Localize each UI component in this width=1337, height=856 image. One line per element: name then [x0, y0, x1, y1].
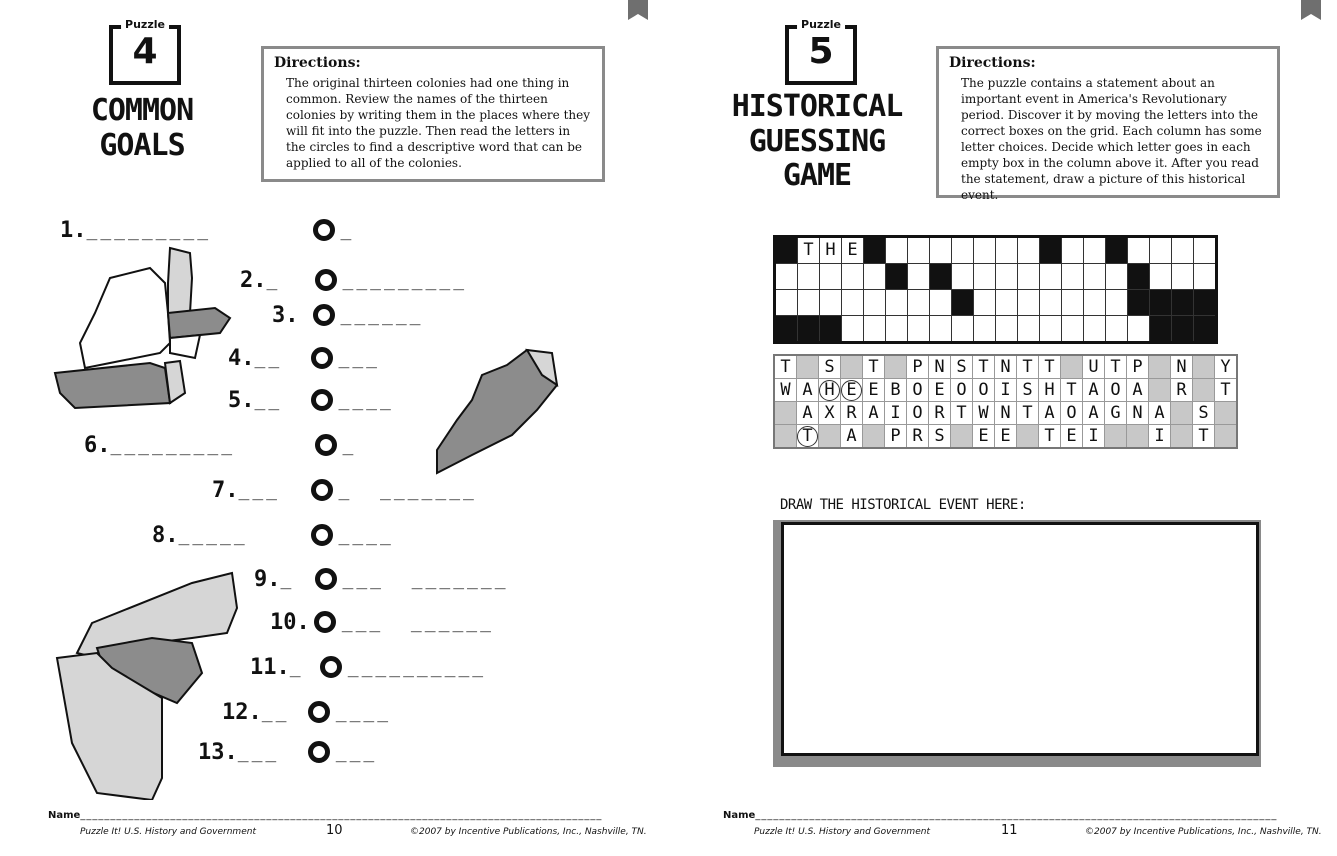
- answer-blanks[interactable]: ___: [238, 479, 281, 501]
- puzzle-row-7: [212, 475, 477, 505]
- name-field[interactable]: Name_______________________________________________________________________________________: [723, 810, 1278, 821]
- letter-choice-cell: B: [885, 379, 907, 402]
- puzzle-row-9: [254, 564, 509, 594]
- letter-choice-cell: O: [951, 379, 973, 402]
- grid-empty-cell[interactable]: [842, 290, 864, 316]
- letter-choice-cell: W: [774, 379, 797, 402]
- puzzle-row-13: [198, 737, 377, 767]
- row-number: 12.: [222, 699, 262, 725]
- letter-empty-cell: [1105, 425, 1127, 449]
- grid-empty-cell[interactable]: [842, 264, 864, 290]
- grid-empty-cell[interactable]: [1106, 290, 1128, 316]
- grid-empty-cell[interactable]: [1150, 264, 1172, 290]
- grid-blocked-cell: [798, 316, 820, 343]
- letter-choices-grid: [773, 354, 1238, 449]
- grid-letter-cell: E: [842, 237, 864, 264]
- letter-choice-cell: E: [841, 379, 863, 402]
- grid-blocked-cell: [1172, 316, 1194, 343]
- answer-circle[interactable]: [311, 479, 333, 501]
- answer-circle[interactable]: [315, 434, 337, 456]
- virginia-map: [432, 345, 562, 475]
- letter-empty-cell: [774, 425, 797, 449]
- directions-heading: Directions:: [274, 55, 361, 71]
- grid-empty-cell[interactable]: [1040, 264, 1062, 290]
- grid-blocked-cell: [775, 316, 798, 343]
- letter-choice-cell: E: [1061, 425, 1083, 449]
- grid-empty-cell[interactable]: [1018, 316, 1040, 343]
- grid-empty-cell[interactable]: [908, 237, 930, 264]
- grid-blocked-cell: [930, 264, 952, 290]
- name-label: Name: [48, 810, 81, 821]
- grid-empty-cell[interactable]: [1128, 316, 1150, 343]
- letter-choice-cell: O: [907, 402, 929, 425]
- letter-choice-cell: N: [1127, 402, 1149, 425]
- grid-empty-cell[interactable]: [930, 290, 952, 316]
- grid-blocked-cell: [1150, 290, 1172, 316]
- grid-blocked-cell: [1040, 237, 1062, 264]
- grid-empty-cell[interactable]: [952, 237, 974, 264]
- grid-blocked-cell: [886, 264, 908, 290]
- row-number: 6.: [84, 432, 111, 458]
- grid-empty-cell[interactable]: [996, 237, 1018, 264]
- grid-blocked-cell: [1150, 316, 1172, 343]
- grid-row: [775, 237, 1217, 264]
- grid-row: [775, 290, 1217, 316]
- directions-heading: Directions:: [949, 55, 1036, 71]
- answer-blanks[interactable]: ______: [340, 304, 424, 326]
- puzzle-label: Puzzle: [121, 18, 169, 31]
- grid-empty-cell[interactable]: [798, 264, 820, 290]
- grid-empty-cell[interactable]: [908, 316, 930, 343]
- puzzle-row-1: [60, 215, 354, 245]
- letter-empty-cell: [1193, 355, 1215, 379]
- letter-choice-cell: A: [1039, 402, 1061, 425]
- letter-choice-cell: T: [1039, 425, 1061, 449]
- grid-row: [775, 316, 1217, 343]
- puzzle-label: Puzzle: [797, 18, 845, 31]
- row-number: 9.: [254, 566, 281, 592]
- puzzle-row-2: [240, 265, 467, 295]
- answer-blanks[interactable]: _: [340, 219, 355, 241]
- answer-circle[interactable]: [311, 347, 333, 369]
- grid-empty-cell[interactable]: [842, 316, 864, 343]
- letter-empty-cell: [885, 355, 907, 379]
- answer-grid: [773, 235, 1218, 344]
- puzzle-number: 5: [808, 31, 834, 72]
- answer-blanks[interactable]: _________: [342, 269, 468, 291]
- grid-empty-cell[interactable]: [1040, 290, 1062, 316]
- answer-blanks[interactable]: ___: [237, 741, 280, 763]
- row-number: 4.: [228, 345, 255, 371]
- answer-circle[interactable]: [315, 269, 337, 291]
- letter-choice-cell: T: [863, 355, 885, 379]
- answer-blanks[interactable]: _: [280, 568, 295, 590]
- letter-empty-cell: [1127, 425, 1149, 449]
- grid-blocked-cell: [864, 237, 886, 264]
- letter-choice-cell: N: [995, 402, 1017, 425]
- letter-choice-cell: T: [1017, 355, 1039, 379]
- grid-empty-cell[interactable]: [820, 290, 842, 316]
- letter-empty-cell: [1215, 425, 1238, 449]
- answer-blanks[interactable]: _________: [86, 219, 212, 241]
- grid-blocked-cell: [1194, 290, 1217, 316]
- grid-empty-cell[interactable]: [886, 290, 908, 316]
- grid-empty-cell[interactable]: [1062, 237, 1084, 264]
- footer-book-title: Puzzle It! U.S. History and Government: [80, 827, 256, 837]
- letter-choice-cell: R: [1171, 379, 1193, 402]
- letter-empty-cell: [1061, 355, 1083, 379]
- grid-empty-cell[interactable]: [930, 237, 952, 264]
- letter-choice-cell: T: [951, 402, 973, 425]
- letter-choice-cell: A: [1149, 402, 1171, 425]
- bookmark-ribbon-icon: [1301, 0, 1321, 20]
- answer-circle[interactable]: [313, 219, 335, 241]
- answer-blanks[interactable]: _ _______: [338, 479, 477, 501]
- puzzle-row-6: [84, 430, 356, 460]
- letter-empty-cell: [819, 425, 841, 449]
- letter-choice-cell: X: [819, 402, 841, 425]
- answer-blanks[interactable]: ___: [338, 347, 381, 369]
- grid-blocked-cell: [820, 316, 842, 343]
- grid-empty-cell[interactable]: [1128, 237, 1150, 264]
- letter-choice-cell: E: [863, 379, 885, 402]
- answer-blanks[interactable]: ___ _______: [342, 568, 509, 590]
- puzzle-row-11: [250, 652, 486, 682]
- letter-choice-cell: I: [995, 379, 1017, 402]
- answer-blanks[interactable]: _____: [178, 524, 248, 546]
- answer-blanks[interactable]: _: [342, 434, 357, 456]
- answer-blanks[interactable]: __________: [347, 656, 487, 678]
- letter-choice-cell: E: [995, 425, 1017, 449]
- letter-choice-cell: I: [885, 402, 907, 425]
- page-number: 10: [326, 823, 343, 838]
- letter-empty-cell: [841, 355, 863, 379]
- letter-choice-cell: N: [995, 355, 1017, 379]
- grid-empty-cell[interactable]: [974, 237, 996, 264]
- letter-choice-cell: P: [885, 425, 907, 449]
- row-number: 10.: [270, 609, 310, 635]
- answer-circle[interactable]: [315, 568, 337, 590]
- puzzle-number-badge: [785, 18, 857, 85]
- row-number: 3.: [272, 302, 299, 328]
- grid-empty-cell[interactable]: [974, 264, 996, 290]
- row-number: 1.: [60, 217, 87, 243]
- puzzle-row-8: [152, 520, 394, 550]
- answer-circle[interactable]: [308, 741, 330, 763]
- letter-empty-cell: [951, 425, 973, 449]
- letter-choice-cell: W: [973, 402, 995, 425]
- letter-empty-cell: [1171, 425, 1193, 449]
- grid-empty-cell[interactable]: [1194, 264, 1217, 290]
- bookmark-ribbon-icon: [628, 0, 648, 20]
- puzzle-row-4: [228, 343, 380, 373]
- answer-blanks[interactable]: ___ ______: [341, 611, 494, 633]
- letter-choice-cell: H: [1039, 379, 1061, 402]
- grid-empty-cell[interactable]: [1194, 237, 1217, 264]
- grid-empty-cell[interactable]: [1062, 290, 1084, 316]
- letter-choice-cell: R: [907, 425, 929, 449]
- letter-empty-cell: [1017, 425, 1039, 449]
- letter-choice-cell: A: [863, 402, 885, 425]
- title-line: GUESSING: [748, 123, 886, 159]
- name-field[interactable]: Name_______________________________________________________________________________________: [48, 810, 603, 821]
- row-number: 11.: [250, 654, 290, 680]
- letter-choice-cell: N: [929, 355, 951, 379]
- grid-empty-cell[interactable]: [974, 290, 996, 316]
- title-line: COMMON: [90, 93, 194, 128]
- letter-choice-cell: S: [951, 355, 973, 379]
- grid-blocked-cell: [1128, 264, 1150, 290]
- grid-empty-cell[interactable]: [1172, 264, 1194, 290]
- letter-choice-cell: A: [797, 402, 819, 425]
- answer-circle[interactable]: [311, 524, 333, 546]
- letter-choice-cell: S: [929, 425, 951, 449]
- letter-choice-cell: A: [1083, 402, 1105, 425]
- letter-choice-cell: I: [1149, 425, 1171, 449]
- row-number: 5.: [228, 387, 255, 413]
- grid-empty-cell[interactable]: [864, 290, 886, 316]
- drawing-area[interactable]: [781, 522, 1259, 756]
- letter-choice-cell: Y: [1215, 355, 1238, 379]
- answer-blanks[interactable]: __: [254, 347, 283, 369]
- letter-empty-cell: [1215, 402, 1238, 425]
- grid-empty-cell[interactable]: [1018, 264, 1040, 290]
- letter-choice-cell: A: [1127, 379, 1149, 402]
- grid-blocked-cell: [952, 290, 974, 316]
- grid-empty-cell[interactable]: [1084, 316, 1106, 343]
- answer-blanks[interactable]: ____: [338, 389, 394, 411]
- letter-choice-cell: R: [929, 402, 951, 425]
- grid-empty-cell[interactable]: [908, 290, 930, 316]
- right-page: [669, 0, 1337, 856]
- grid-empty-cell[interactable]: [1062, 264, 1084, 290]
- puzzle-row-5: [228, 385, 394, 415]
- left-page: [0, 0, 668, 856]
- letter-choice-cell: O: [907, 379, 929, 402]
- name-label: Name: [723, 810, 756, 821]
- answer-circle[interactable]: [314, 611, 336, 633]
- letter-choice-cell: G: [1105, 402, 1127, 425]
- grid-empty-cell[interactable]: [952, 264, 974, 290]
- answer-circle[interactable]: [320, 656, 342, 678]
- puzzle-row-12: [222, 697, 391, 727]
- letter-empty-cell: [1149, 355, 1171, 379]
- letter-choice-cell: P: [907, 355, 929, 379]
- letter-row: [774, 402, 1237, 425]
- letter-choice-cell: I: [1083, 425, 1105, 449]
- grid-empty-cell[interactable]: [1040, 316, 1062, 343]
- letter-choice-cell: T: [1193, 425, 1215, 449]
- grid-blocked-cell: [1194, 316, 1217, 343]
- letter-empty-cell: [774, 402, 797, 425]
- letter-choice-cell: O: [1105, 379, 1127, 402]
- grid-empty-cell[interactable]: [1172, 237, 1194, 264]
- letter-choice-cell: T: [973, 355, 995, 379]
- grid-blocked-cell: [1128, 290, 1150, 316]
- grid-empty-cell[interactable]: [1084, 237, 1106, 264]
- row-number: 13.: [198, 739, 238, 765]
- letter-row: [774, 379, 1237, 402]
- grid-blocked-cell: [1106, 237, 1128, 264]
- letter-choice-cell: T: [774, 355, 797, 379]
- grid-blocked-cell: [1172, 290, 1194, 316]
- grid-empty-cell[interactable]: [864, 316, 886, 343]
- letter-choice-cell: T: [1105, 355, 1127, 379]
- grid-empty-cell[interactable]: [930, 316, 952, 343]
- letter-choice-cell: O: [973, 379, 995, 402]
- grid-empty-cell[interactable]: [1150, 237, 1172, 264]
- grid-letter-cell: H: [820, 237, 842, 264]
- letter-choice-cell: H: [819, 379, 841, 402]
- answer-circle[interactable]: [308, 701, 330, 723]
- grid-empty-cell[interactable]: [908, 264, 930, 290]
- grid-empty-cell[interactable]: [996, 290, 1018, 316]
- answer-blanks[interactable]: ____: [335, 701, 392, 723]
- letter-choice-cell: A: [1083, 379, 1105, 402]
- letter-choice-cell: P: [1127, 355, 1149, 379]
- grid-empty-cell[interactable]: [996, 264, 1018, 290]
- letter-empty-cell: [1193, 379, 1215, 402]
- grid-empty-cell[interactable]: [1062, 316, 1084, 343]
- page-title: [72, 94, 212, 163]
- title-line: GAME: [782, 158, 852, 193]
- letter-choice-cell: A: [841, 425, 863, 449]
- grid-empty-cell[interactable]: [952, 316, 974, 343]
- grid-empty-cell[interactable]: [974, 316, 996, 343]
- answer-blanks[interactable]: __: [254, 389, 283, 411]
- letter-empty-cell: [1149, 379, 1171, 402]
- grid-empty-cell[interactable]: [1018, 237, 1040, 264]
- letter-choice-cell: T: [1061, 379, 1083, 402]
- grid-row: [775, 264, 1217, 290]
- letter-choice-cell: U: [1083, 355, 1105, 379]
- puzzle-number-badge: [109, 18, 181, 85]
- grid-empty-cell[interactable]: [1018, 290, 1040, 316]
- letter-choice-cell: E: [929, 379, 951, 402]
- answer-circle[interactable]: [311, 389, 333, 411]
- letter-choice-cell: S: [819, 355, 841, 379]
- row-number: 7.: [212, 477, 239, 503]
- letter-choice-cell: T: [1039, 355, 1061, 379]
- answer-blanks[interactable]: __: [261, 701, 290, 723]
- answer-blanks[interactable]: ___: [335, 741, 378, 763]
- footer-copyright: ©2007 by Incentive Publications, Inc., Nashville, TN.: [1085, 827, 1322, 837]
- letter-choice-cell: T: [797, 425, 819, 449]
- grid-empty-cell[interactable]: [798, 290, 820, 316]
- letter-choice-cell: N: [1171, 355, 1193, 379]
- letter-choice-cell: E: [973, 425, 995, 449]
- grid-empty-cell[interactable]: [996, 316, 1018, 343]
- puzzle-row-10: [270, 607, 494, 637]
- letter-row: [774, 355, 1237, 379]
- letter-empty-cell: [1171, 402, 1193, 425]
- letter-row: [774, 425, 1237, 449]
- letter-choice-cell: R: [841, 402, 863, 425]
- puzzle-number: 4: [132, 31, 158, 72]
- grid-empty-cell[interactable]: [775, 264, 798, 290]
- page-title: [727, 90, 907, 194]
- letter-empty-cell: [797, 355, 819, 379]
- directions-box: [261, 46, 605, 182]
- letter-empty-cell: [863, 425, 885, 449]
- grid-empty-cell[interactable]: [1106, 264, 1128, 290]
- grid-empty-cell[interactable]: [886, 237, 908, 264]
- grid-empty-cell[interactable]: [1084, 290, 1106, 316]
- northeast-colonies-map: [50, 243, 235, 413]
- draw-label: DRAW THE HISTORICAL EVENT HERE:: [780, 497, 1026, 513]
- grid-letter-cell: T: [798, 237, 820, 264]
- letter-choice-cell: O: [1061, 402, 1083, 425]
- title-line: GOALS: [99, 127, 185, 163]
- directions-box: [936, 46, 1280, 202]
- page-number: 11: [1001, 823, 1018, 838]
- grid-empty-cell[interactable]: [820, 264, 842, 290]
- answer-blanks[interactable]: _: [289, 656, 304, 678]
- answer-circle[interactable]: [313, 304, 335, 326]
- letter-choice-cell: A: [797, 379, 819, 402]
- answer-blanks[interactable]: _: [266, 269, 281, 291]
- letter-choice-cell: T: [1017, 402, 1039, 425]
- footer-copyright: ©2007 by Incentive Publications, Inc., Nashville, TN.: [410, 827, 647, 837]
- footer-book-title: Puzzle It! U.S. History and Government: [754, 827, 930, 837]
- row-number: 8.: [152, 522, 179, 548]
- grid-empty-cell[interactable]: [775, 290, 798, 316]
- grid-empty-cell[interactable]: [864, 264, 886, 290]
- directions-text: The original thirteen colonies had one thing in common. Review the names of the thirteen colonies by writing them in the places where they will fit into the puzzle. Then read the letters in the circles to find a descriptive word that can be applied to all of the colonies.: [286, 76, 591, 170]
- grid-blocked-cell: [775, 237, 798, 264]
- grid-empty-cell[interactable]: [886, 316, 908, 343]
- letter-choice-cell: S: [1017, 379, 1039, 402]
- answer-blanks[interactable]: _________: [110, 434, 236, 456]
- puzzle-row-3: [272, 300, 424, 330]
- letter-choice-cell: S: [1193, 402, 1215, 425]
- grid-empty-cell[interactable]: [1106, 316, 1128, 343]
- answer-blanks[interactable]: ____: [338, 524, 394, 546]
- row-number: 2.: [240, 267, 267, 293]
- title-line: HISTORICAL: [731, 89, 903, 124]
- letter-choice-cell: T: [1215, 379, 1238, 402]
- directions-text: The puzzle contains a statement about an important event in America's Revolutionary period. Discover it by moving the letters into the correct boxes on the grid. Each column has some letter choices. Decide which letter goes in each empty box in the column above it. After you read the statement, draw a picture of this historical event.: [961, 76, 1262, 202]
- grid-empty-cell[interactable]: [1084, 264, 1106, 290]
